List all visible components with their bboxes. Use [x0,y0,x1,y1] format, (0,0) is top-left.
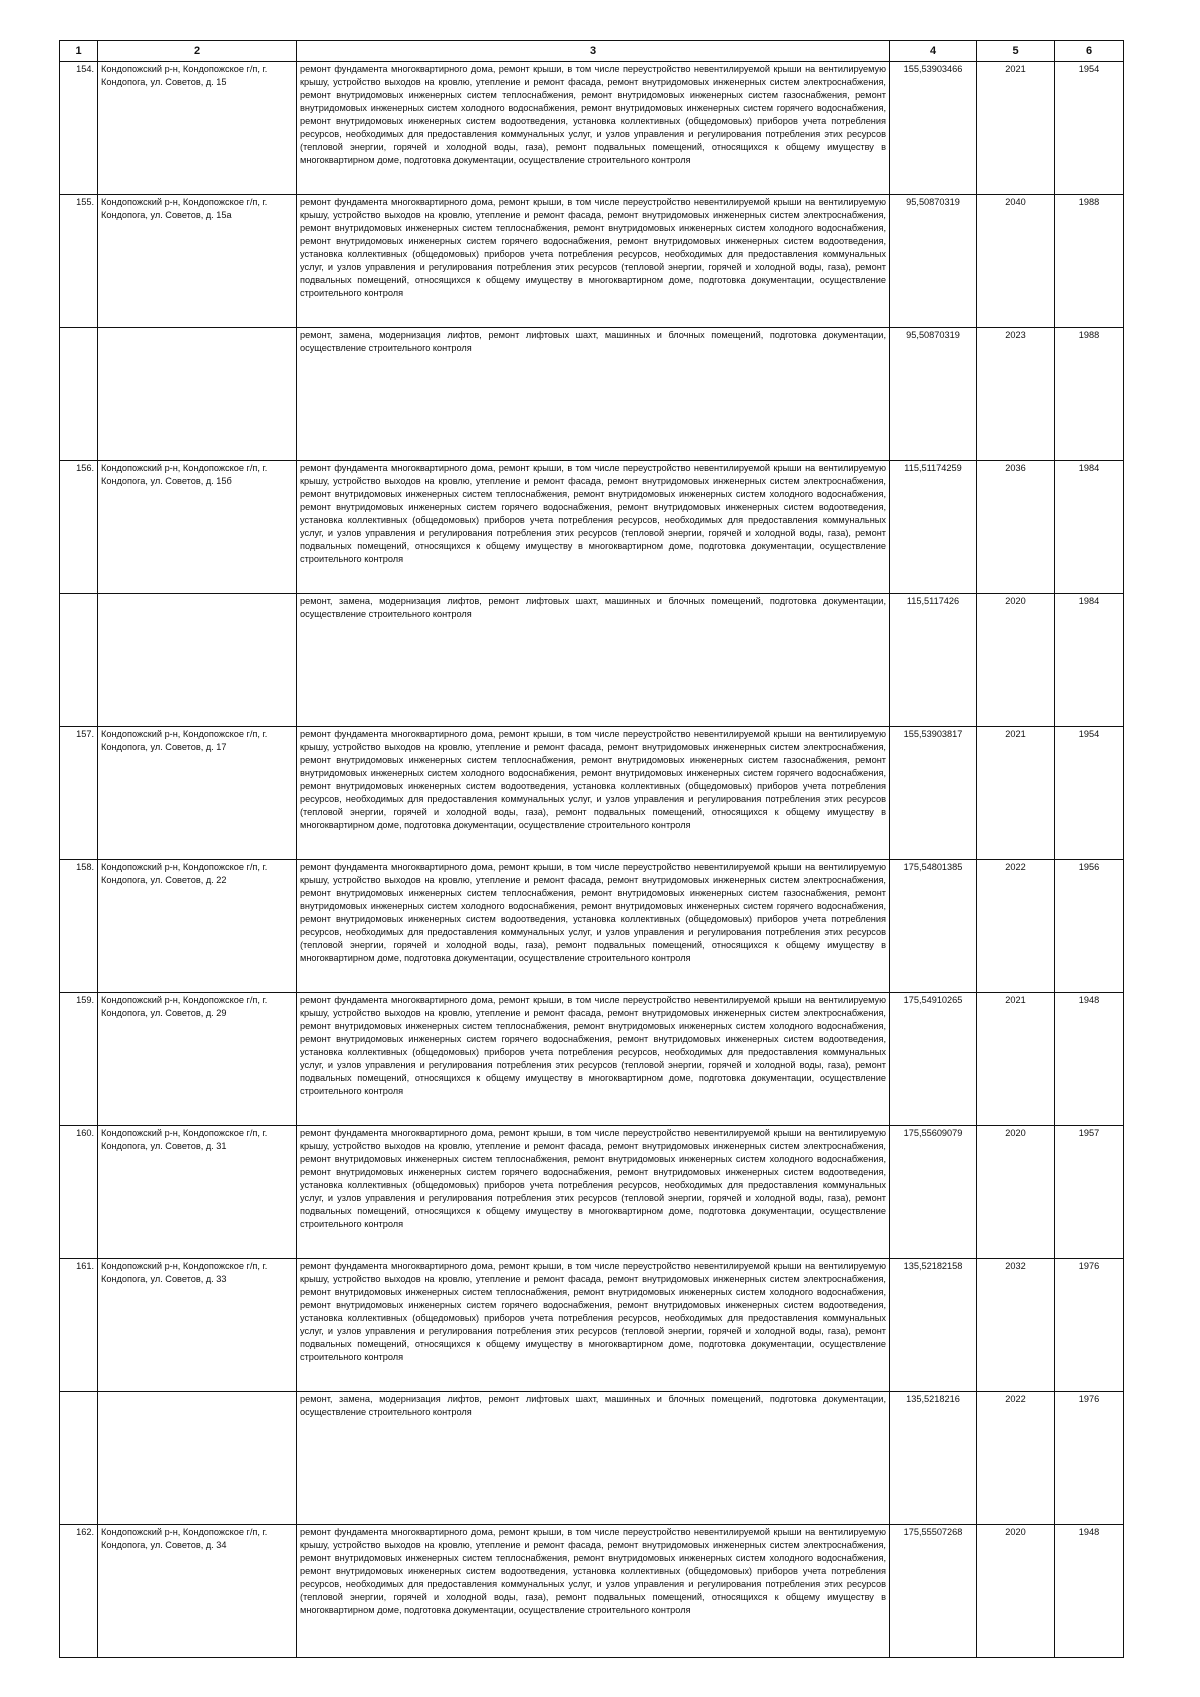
row-number: 158. [60,860,98,993]
row-number: 159. [60,993,98,1126]
table-row [60,1126,1124,1259]
year-cell: 2022 [977,860,1055,993]
year-cell: 2020 [977,594,1055,727]
year-cell: 2032 [977,1259,1055,1392]
works-cell: ремонт фундамента многоквартирного дома, ремонт крыши, в том числе переустройство невентилируемой крыши на вентилируемую крышу, устройство выходов на кровлю, утепление и ремонт фасада, ремонт внутридомовых инженерных систем электроснабжения, ремонт внутридомовых инженерных систем теплоснабжения, ремонт внутридомовых инженерных систем газоснабжения, ремонт внутридомовых инженерных систем холодного водоснабжения, ремонт внутридомовых инженерных систем горячего водоснабжения, ремонт внутридомовых инженерных систем водоотведения, установка коллективных (общедомовых) приборов учета потребления ресурсов, необходимых для предоставления коммунальных услуг, и узлов управления и регулирования потребления этих ресурсов (тепловой энергии, горячей и холодной воды, газа), ремонт подвальных помещений, относящихся к общему имуществу в многоквартирном доме, подготовка документации, осуществление строительного контроля [297,62,890,195]
address-cell: Кондопожский р-н, Кондопожское г/п, г. Кондопога, ул. Советов, д. 29 [98,993,297,1126]
built-year-cell: 1948 [1055,993,1124,1126]
works-cell: ремонт, замена, модернизация лифтов, ремонт лифтовых шахт, машинных и блочных помещений, подготовка документации, осуществление строительного контроля [297,1392,890,1525]
built-year-cell: 1988 [1055,195,1124,328]
year-cell: 2021 [977,993,1055,1126]
built-year-cell: 1957 [1055,1126,1124,1259]
row-number: 155. [60,195,98,328]
value-cell: 175,54801385 [890,860,977,993]
year-cell: 2021 [977,62,1055,195]
built-year-cell: 1954 [1055,727,1124,860]
built-year-cell: 1954 [1055,62,1124,195]
column-header-4: 4 [890,41,977,62]
row-number [60,328,98,461]
row-number: 156. [60,461,98,594]
built-year-cell: 1988 [1055,328,1124,461]
works-cell: ремонт фундамента многоквартирного дома, ремонт крыши, в том числе переустройство невентилируемой крыши на вентилируемую крышу, устройство выходов на кровлю, утепление и ремонт фасада, ремонт внутридомовых инженерных систем электроснабжения, ремонт внутридомовых инженерных систем теплоснабжения, ремонт внутридомовых инженерных систем холодного водоснабжения, ремонт внутридомовых инженерных систем горячего водоснабжения, ремонт внутридомовых инженерных систем водоотведения, установка коллективных (общедомовых) приборов учета потребления ресурсов, необходимых для предоставления коммунальных услуг, и узлов управления и регулирования потребления этих ресурсов (тепловой энергии, горячей и холодной воды, газа), ремонт подвальных помещений, относящихся к общему имуществу в многоквартирном доме, подготовка документации, осуществление строительного контроля [297,195,890,328]
works-cell: ремонт фундамента многоквартирного дома, ремонт крыши, в том числе переустройство невентилируемой крыши на вентилируемую крышу, устройство выходов на кровлю, утепление и ремонт фасада, ремонт внутридомовых инженерных систем электроснабжения, ремонт внутридомовых инженерных систем теплоснабжения, ремонт внутридомовых инженерных систем холодного водоснабжения, ремонт внутридомовых инженерных систем горячего водоснабжения, ремонт внутридомовых инженерных систем водоотведения, установка коллективных (общедомовых) приборов учета потребления ресурсов, необходимых для предоставления коммунальных услуг, и узлов управления и регулирования потребления этих ресурсов (тепловой энергии, горячей и холодной воды, газа), ремонт подвальных помещений, относящихся к общему имуществу в многоквартирном доме, подготовка документации, осуществление строительного контроля [297,1259,890,1392]
built-year-cell: 1956 [1055,860,1124,993]
year-cell: 2021 [977,727,1055,860]
value-cell: 95,50870319 [890,328,977,461]
value-cell: 175,54910265 [890,993,977,1126]
repair-schedule-table [59,40,1124,1658]
table-row [60,461,1124,594]
address-cell: Кондопожский р-н, Кондопожское г/п, г. Кондопога, ул. Советов, д. 15б [98,461,297,594]
row-number: 162. [60,1525,98,1658]
row-number: 157. [60,727,98,860]
year-cell: 2040 [977,195,1055,328]
value-cell: 175,55609079 [890,1126,977,1259]
value-cell: 115,5117426 [890,594,977,727]
address-cell [98,328,297,461]
table-row [60,1259,1124,1392]
value-cell: 135,52182158 [890,1259,977,1392]
address-cell: Кондопожский р-н, Кондопожское г/п, г. Кондопога, ул. Советов, д. 17 [98,727,297,860]
row-number [60,594,98,727]
works-cell: ремонт фундамента многоквартирного дома, ремонт крыши, в том числе переустройство невентилируемой крыши на вентилируемую крышу, устройство выходов на кровлю, утепление и ремонт фасада, ремонт внутридомовых инженерных систем электроснабжения, ремонт внутридомовых инженерных систем теплоснабжения, ремонт внутридомовых инженерных систем холодного водоснабжения, ремонт внутридомовых инженерных систем водоотведения, установка коллективных (общедомовых) приборов учета потребления ресурсов, необходимых для предоставления коммунальных услуг, и узлов управления и регулирования потребления этих ресурсов (тепловой энергии, горячей и холодной воды, газа), ремонт подвальных помещений, относящихся к общему имуществу в многоквартирном доме, подготовка документации, осуществление строительного контроля [297,1525,890,1658]
row-number: 160. [60,1126,98,1259]
table-row [60,993,1124,1126]
column-number-row [60,41,1124,62]
built-year-cell: 1984 [1055,461,1124,594]
value-cell: 135,5218216 [890,1392,977,1525]
value-cell: 175,55507268 [890,1525,977,1658]
table-row [60,62,1124,195]
value-cell: 155,53903466 [890,62,977,195]
table-row [60,594,1124,727]
built-year-cell: 1984 [1055,594,1124,727]
address-cell: Кондопожский р-н, Кондопожское г/п, г. Кондопога, ул. Советов, д. 31 [98,1126,297,1259]
address-cell: Кондопожский р-н, Кондопожское г/п, г. Кондопога, ул. Советов, д. 34 [98,1525,297,1658]
column-header-1: 1 [60,41,98,62]
works-cell: ремонт фундамента многоквартирного дома, ремонт крыши, в том числе переустройство невентилируемой крыши на вентилируемую крышу, устройство выходов на кровлю, утепление и ремонт фасада, ремонт внутридомовых инженерных систем электроснабжения, ремонт внутридомовых инженерных систем теплоснабжения, ремонт внутридомовых инженерных систем газоснабжения, ремонт внутридомовых инженерных систем холодного водоснабжения, ремонт внутридомовых инженерных систем горячего водоснабжения, ремонт внутридомовых инженерных систем водоотведения, установка коллективных (общедомовых) приборов учета потребления ресурсов, необходимых для предоставления коммунальных услуг, и узлов управления и регулирования потребления этих ресурсов (тепловой энергии, горячей и холодной воды, газа), ремонт подвальных помещений, относящихся к общему имуществу в многоквартирном доме, подготовка документации, осуществление строительного контроля [297,860,890,993]
year-cell: 2020 [977,1126,1055,1259]
value-cell: 155,53903817 [890,727,977,860]
built-year-cell: 1948 [1055,1525,1124,1658]
row-number: 161. [60,1259,98,1392]
column-header-2: 2 [98,41,297,62]
table-row [60,328,1124,461]
built-year-cell: 1976 [1055,1259,1124,1392]
table-row [60,1525,1124,1658]
year-cell: 2036 [977,461,1055,594]
address-cell: Кондопожский р-н, Кондопожское г/п, г. Кондопога, ул. Советов, д. 15а [98,195,297,328]
address-cell: Кондопожский р-н, Кондопожское г/п, г. Кондопога, ул. Советов, д. 15 [98,62,297,195]
works-cell: ремонт фундамента многоквартирного дома, ремонт крыши, в том числе переустройство невентилируемой крыши на вентилируемую крышу, устройство выходов на кровлю, утепление и ремонт фасада, ремонт внутридомовых инженерных систем электроснабжения, ремонт внутридомовых инженерных систем теплоснабжения, ремонт внутридомовых инженерных систем холодного водоснабжения, ремонт внутридомовых инженерных систем горячего водоснабжения, ремонт внутридомовых инженерных систем водоотведения, установка коллективных (общедомовых) приборов учета потребления ресурсов, необходимых для предоставления коммунальных услуг, и узлов управления и регулирования потребления этих ресурсов (тепловой энергии, горячей и холодной воды, газа), ремонт подвальных помещений, относящихся к общему имуществу в многоквартирном доме, подготовка документации, осуществление строительного контроля [297,1126,890,1259]
works-cell: ремонт, замена, модернизация лифтов, ремонт лифтовых шахт, машинных и блочных помещений, подготовка документации, осуществление строительного контроля [297,328,890,461]
column-header-6: 6 [1055,41,1124,62]
table-row [60,1392,1124,1525]
value-cell: 95,50870319 [890,195,977,328]
address-cell [98,1392,297,1525]
table-row [60,195,1124,328]
address-cell: Кондопожский р-н, Кондопожское г/п, г. Кондопога, ул. Советов, д. 33 [98,1259,297,1392]
row-number: 154. [60,62,98,195]
table-row [60,860,1124,993]
column-header-5: 5 [977,41,1055,62]
works-cell: ремонт фундамента многоквартирного дома, ремонт крыши, в том числе переустройство невентилируемой крыши на вентилируемую крышу, устройство выходов на кровлю, утепление и ремонт фасада, ремонт внутридомовых инженерных систем электроснабжения, ремонт внутридомовых инженерных систем теплоснабжения, ремонт внутридомовых инженерных систем холодного водоснабжения, ремонт внутридомовых инженерных систем горячего водоснабжения, ремонт внутридомовых инженерных систем водоотведения, установка коллективных (общедомовых) приборов учета потребления ресурсов, необходимых для предоставления коммунальных услуг, и узлов управления и регулирования потребления этих ресурсов (тепловой энергии, горячей и холодной воды, газа), ремонт подвальных помещений, относящихся к общему имуществу в многоквартирном доме, подготовка документации, осуществление строительного контроля [297,461,890,594]
year-cell: 2023 [977,328,1055,461]
works-cell: ремонт фундамента многоквартирного дома, ремонт крыши, в том числе переустройство невентилируемой крыши на вентилируемую крышу, устройство выходов на кровлю, утепление и ремонт фасада, ремонт внутридомовых инженерных систем электроснабжения, ремонт внутридомовых инженерных систем теплоснабжения, ремонт внутридомовых инженерных систем холодного водоснабжения, ремонт внутридомовых инженерных систем горячего водоснабжения, ремонт внутридомовых инженерных систем водоотведения, установка коллективных (общедомовых) приборов учета потребления ресурсов, необходимых для предоставления коммунальных услуг, и узлов управления и регулирования потребления этих ресурсов (тепловой энергии, горячей и холодной воды, газа), ремонт подвальных помещений, относящихся к общему имуществу в многоквартирном доме, подготовка документации, осуществление строительного контроля [297,993,890,1126]
year-cell: 2020 [977,1525,1055,1658]
built-year-cell: 1976 [1055,1392,1124,1525]
year-cell: 2022 [977,1392,1055,1525]
address-cell [98,594,297,727]
value-cell: 115,51174259 [890,461,977,594]
address-cell: Кондопожский р-н, Кондопожское г/п, г. Кондопога, ул. Советов, д. 22 [98,860,297,993]
row-number [60,1392,98,1525]
works-cell: ремонт фундамента многоквартирного дома, ремонт крыши, в том числе переустройство невентилируемой крыши на вентилируемую крышу, устройство выходов на кровлю, утепление и ремонт фасада, ремонт внутридомовых инженерных систем электроснабжения, ремонт внутридомовых инженерных систем теплоснабжения, ремонт внутридомовых инженерных систем газоснабжения, ремонт внутридомовых инженерных систем холодного водоснабжения, ремонт внутридомовых инженерных систем горячего водоснабжения, ремонт внутридомовых инженерных систем водоотведения, установка коллективных (общедомовых) приборов учета потребления ресурсов, необходимых для предоставления коммунальных услуг, и узлов управления и регулирования потребления этих ресурсов (тепловой энергии, горячей и холодной воды, газа), ремонт подвальных помещений, относящихся к общему имуществу в многоквартирном доме, подготовка документации, осуществление строительного контроля [297,727,890,860]
column-header-3: 3 [297,41,890,62]
works-cell: ремонт, замена, модернизация лифтов, ремонт лифтовых шахт, машинных и блочных помещений, подготовка документации, осуществление строительного контроля [297,594,890,727]
table-row [60,727,1124,860]
